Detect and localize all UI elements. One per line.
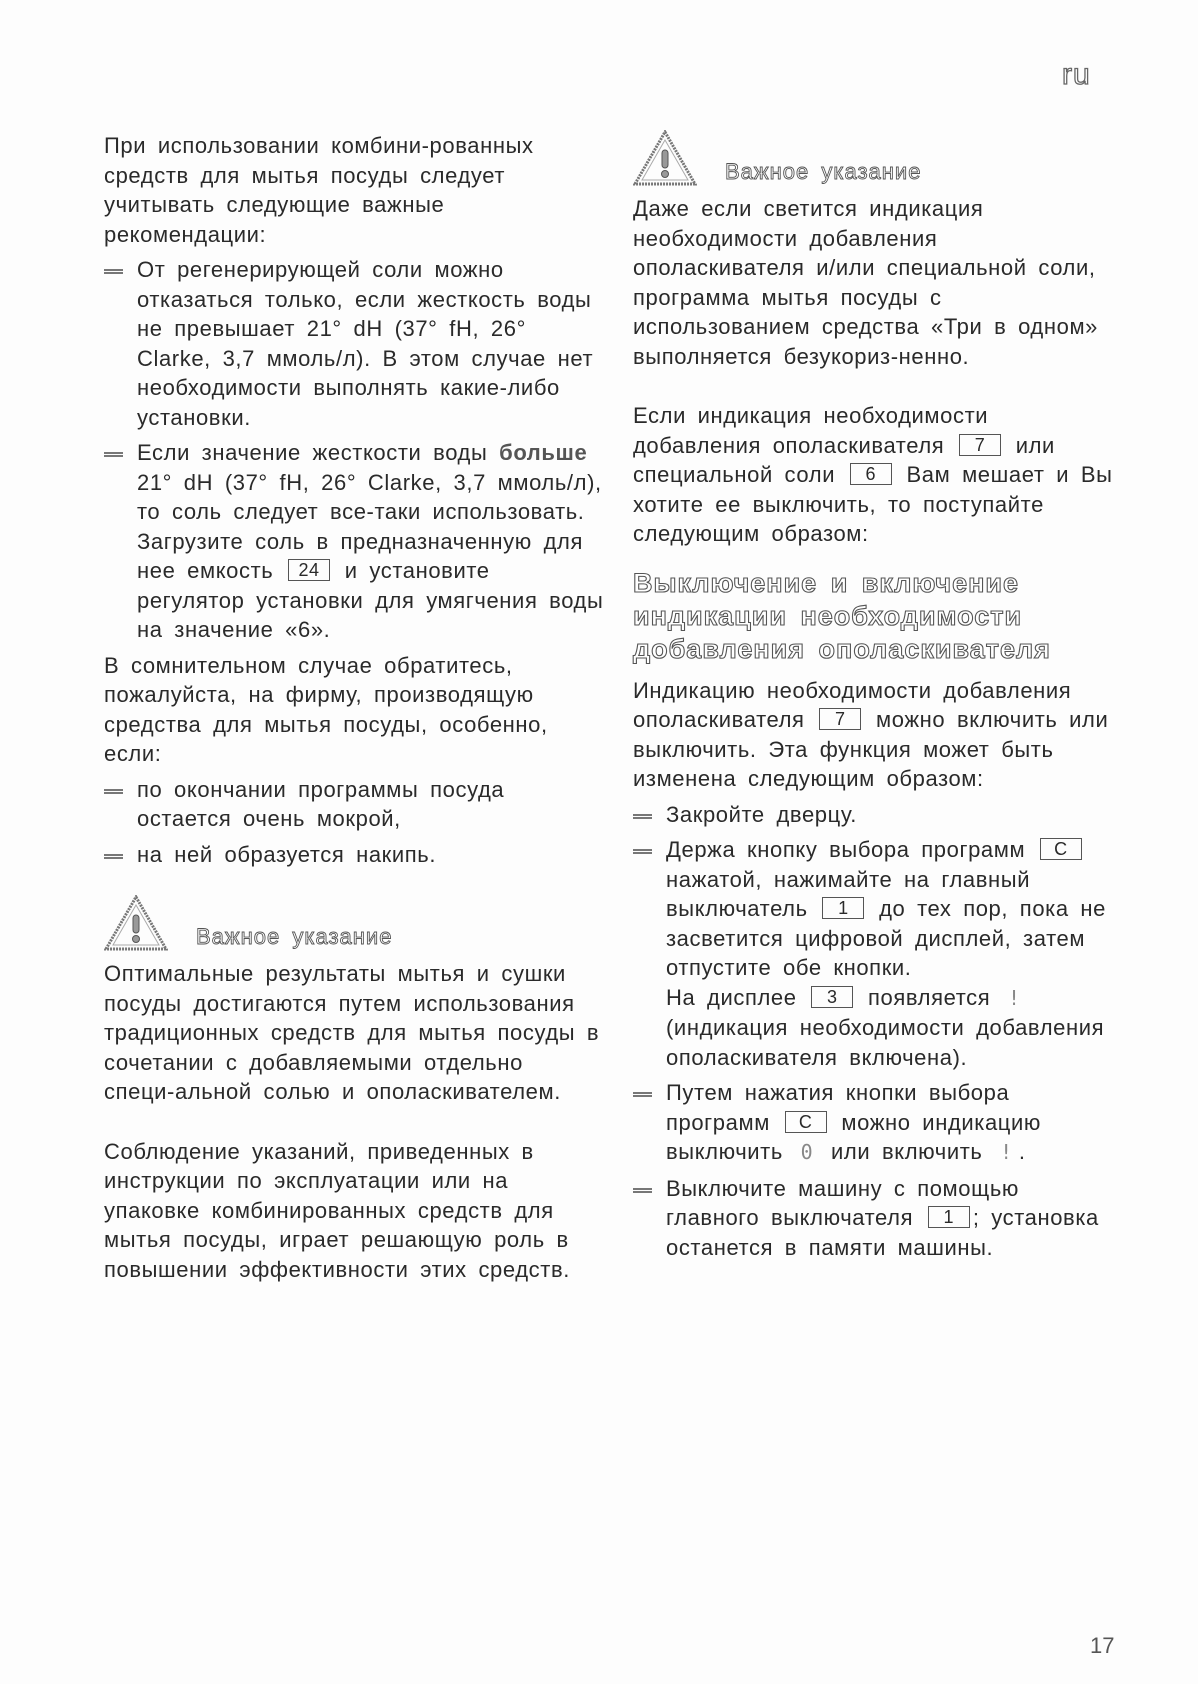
reference-box: C bbox=[1040, 838, 1082, 860]
reference-box: 24 bbox=[288, 559, 330, 581]
list-item bbox=[633, 835, 1113, 1072]
language-code: ru bbox=[1062, 58, 1091, 91]
bold-text: больше bbox=[499, 440, 588, 465]
reference-box: 6 bbox=[850, 463, 892, 485]
list-item bbox=[104, 775, 604, 834]
warning-triangle-icon bbox=[633, 130, 697, 186]
step-text: (индикация необходимости добавления ополаскивателя включена). bbox=[666, 1015, 1105, 1070]
bullet-text: 21° dH (37° fH, 26° Clarke, 3,7 ммоль/л), то соль следует все-таки использовать. Загрузите соль в предназначенную для нее емкость bbox=[137, 469, 602, 583]
closing-paragraph: Соблюдение указаний, приведенных в инструкции по эксплуатации или на упаковке комбинированных средств для мытья посуды, играет решающую роль в повышении эффективности этих средств. bbox=[104, 1138, 570, 1282]
warning-triangle-icon bbox=[104, 895, 168, 951]
list-item bbox=[633, 800, 1113, 830]
list-item bbox=[104, 438, 604, 645]
step-text: или включить bbox=[831, 1139, 983, 1164]
segment-display-glyph: ! bbox=[1000, 1140, 1013, 1164]
dash-bullet-icon bbox=[104, 789, 123, 794]
section-heading: Выключение и включение индикации необходимости добавления ополаскивателя bbox=[633, 567, 1051, 664]
step-text: Путем нажатия кнопки выбора программ bbox=[666, 1080, 1010, 1135]
warning-text: Оптимальные результаты мытья и сушки посуды достигаются путем использования традиционных средств для мытья посуды в сочетании с добавляемыми отдельно специ-альной солью и ополаскивателем. bbox=[104, 961, 600, 1104]
text: Вам мешает и Вы хотите ее выключить, то поступайте следующим образом: bbox=[633, 462, 1113, 546]
bullet-text: по окончании программы посуда остается очень мокрой, bbox=[137, 776, 505, 831]
reference-box: 1 bbox=[822, 897, 864, 919]
segment-display-glyph: 0 bbox=[800, 1140, 814, 1164]
reference-box: 7 bbox=[819, 708, 861, 730]
bullet-text: на ней образуется накипь. bbox=[137, 841, 437, 867]
bullet-text: От регенерирующей соли можно отказаться только, если жесткость воды не превышает 21° dH (37° fH, 26° Clarke, 3,7 ммоль/л). В этом случае нет необходимости выполнять какие-либо установки. bbox=[137, 257, 594, 430]
list-item bbox=[633, 1078, 1113, 1168]
step-text: Закройте дверцу. bbox=[666, 801, 857, 827]
dash-bullet-icon bbox=[633, 1092, 652, 1097]
step-text: можно индикацию выключить bbox=[666, 1109, 1041, 1164]
step-text: появляется bbox=[868, 984, 991, 1010]
step-text: Выключите машину с помощью главного выключателя bbox=[666, 1175, 1019, 1230]
step-text: ; установка останется в памяти машины. bbox=[666, 1205, 1099, 1260]
dash-bullet-icon bbox=[633, 814, 652, 819]
reference-box: C bbox=[785, 1111, 827, 1133]
dash-bullet-icon bbox=[633, 849, 652, 854]
step-text: Держа кнопку выбора программ bbox=[666, 837, 1026, 862]
reference-box: 3 bbox=[811, 986, 853, 1008]
reference-box: 1 bbox=[928, 1206, 970, 1228]
warning-header bbox=[633, 130, 1113, 186]
step-text: до тех пор, пока не засветится цифровой дисплей, затем отпустите обе кнопки. bbox=[666, 896, 1107, 980]
step-text: . bbox=[1018, 1139, 1026, 1164]
left-column bbox=[104, 131, 604, 1284]
warning-title: Важное указание bbox=[196, 923, 393, 949]
warning-header bbox=[104, 895, 604, 951]
bullet-text: и установите регулятор установки для умягчения воды на значение «6». bbox=[137, 558, 604, 642]
dash-bullet-icon bbox=[633, 1188, 652, 1193]
bullet-text: Если значение жесткости воды bbox=[137, 440, 488, 465]
reference-box: 7 bbox=[959, 434, 1001, 456]
doubt-paragraph: В сомнительном случае обратитесь, пожалуйста, на фирму, производящую средства для мытья посуды, особенно, если: bbox=[104, 652, 548, 766]
dash-bullet-icon bbox=[104, 269, 123, 274]
text: Если индикация необходимости добавления ополаскивателя bbox=[633, 403, 989, 458]
text: или специальной соли bbox=[633, 432, 1055, 487]
warning-text: Даже если светится индикация необходимости добавления ополаскивателя и/или специальной соли, программа мытья посуды с использованием средства «Три в одном» выполняется безукориз-ненно. bbox=[633, 196, 1099, 369]
list-item bbox=[104, 255, 604, 432]
dash-bullet-icon bbox=[104, 452, 123, 457]
dash-bullet-icon bbox=[104, 854, 123, 859]
page-number: 17 bbox=[1090, 1633, 1115, 1658]
list-item bbox=[104, 840, 604, 870]
step-text: нажатой, нажимайте на главный выключатель bbox=[666, 866, 1031, 921]
intro-paragraph: При использовании комбини-рованных средств для мытья посуды следует учитывать следующие важные рекомендации: bbox=[104, 133, 534, 247]
step-text: На дисплее bbox=[666, 984, 797, 1010]
text: Индикацию необходимости добавления ополаскивателя bbox=[633, 677, 1072, 732]
disable-intro-paragraph bbox=[633, 401, 1113, 549]
section-intro bbox=[633, 676, 1113, 794]
text: можно включить или выключить. Эта функция может быть изменена следующим образом: bbox=[633, 707, 1109, 791]
right-column bbox=[633, 158, 1113, 1268]
segment-display-glyph: ! bbox=[1008, 985, 1021, 1010]
list-item bbox=[633, 1174, 1113, 1263]
warning-title: Важное указание bbox=[725, 158, 922, 184]
